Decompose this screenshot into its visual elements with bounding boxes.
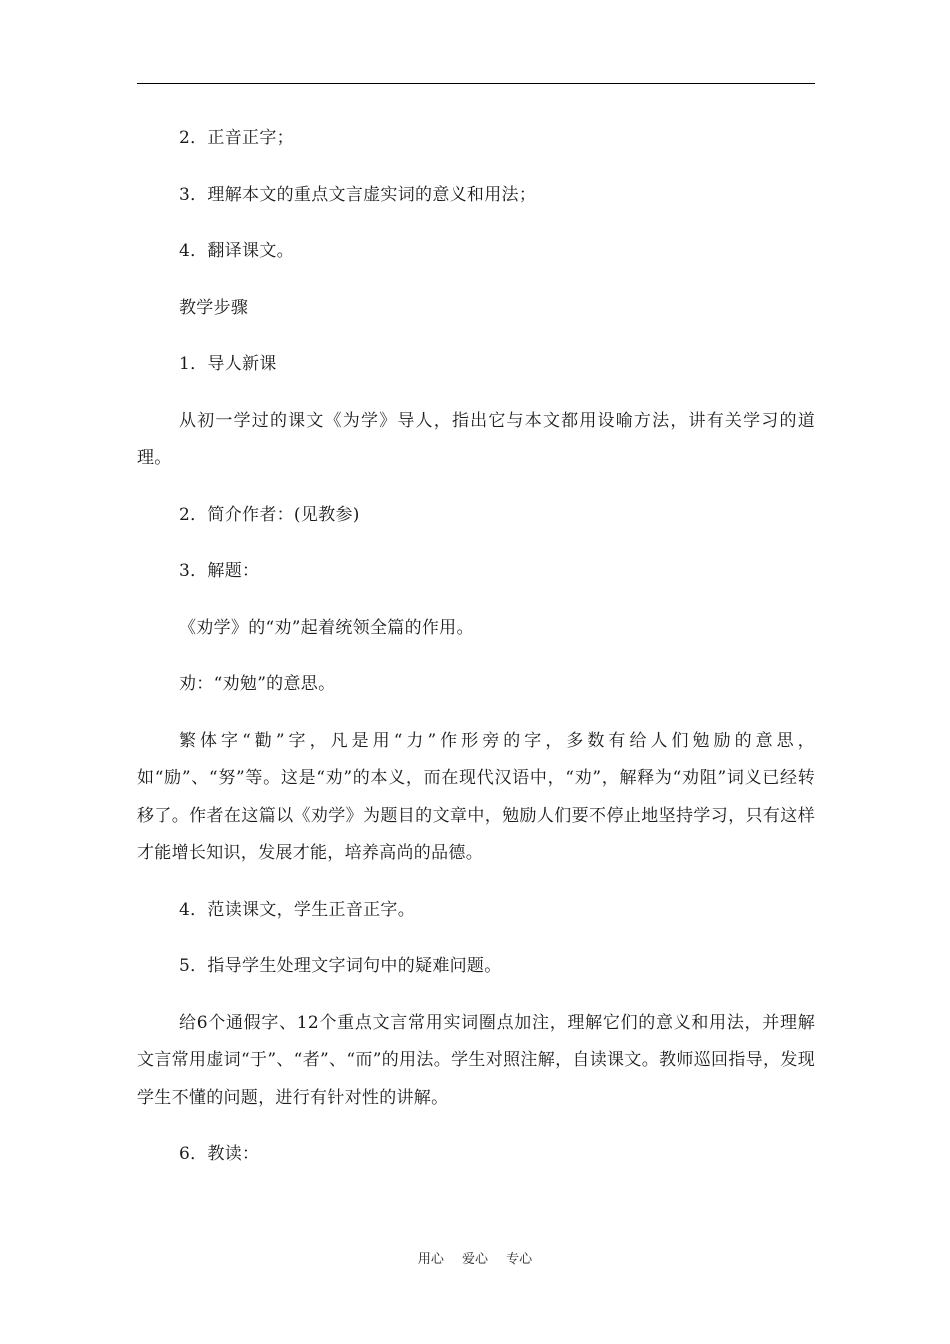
paragraph: 2．简介作者：(见教参) — [179, 504, 360, 525]
header-rule — [137, 83, 815, 84]
paragraph: 1．导人新课 — [179, 354, 277, 374]
paragraph: 从初一学过的课文《为学》导人，指出它与本文都用设喻方法，讲有关学习的道理。 — [137, 410, 815, 468]
paragraph: 2．正音正字； — [179, 128, 294, 148]
paragraph: 4．翻译课文。 — [179, 241, 294, 261]
document-body — [137, 120, 815, 1174]
paragraph: 6．教读： — [179, 1144, 260, 1164]
paragraph: 繁体字“勸”字，凡是用“力”作形旁的字，多数有给人们勉励的意思，如“励”、“努”等。这是“劝”的本义，而在现代汉语中，“劝”，解释为“劝阻”词义已经转移了。作者在这篇以《劝学》为题目的文章中，勉励人们要不停止地坚持学习，只有这样才能增长知识，发展才能，培养高尚的品德。 — [137, 730, 815, 863]
section-heading: 教学步骤 — [179, 297, 249, 318]
paragraph: 5．指导学生处理文字词句中的疑难问题。 — [179, 956, 502, 976]
paragraph: 4．范读课文，学生正音正字。 — [179, 899, 416, 920]
paragraph: 3．解题： — [179, 561, 260, 581]
paragraph: 《劝学》的“劝”起着统领全篇的作用。 — [179, 617, 474, 638]
paragraph: 给6个通假字、12个重点文言常用实词圈点加注，理解它们的意义和用法，并理解文言常用虚词“于”、“者”、“而”的用法。学生对照注解，自读课文。教师巡回指导，发现学生不懂的问题，进行有针对性的讲解。 — [137, 1012, 815, 1108]
page-footer: 用心 爱心 专心 — [417, 1252, 533, 1267]
paragraph: 3．理解本文的重点文言虚实词的意义和用法； — [179, 184, 537, 205]
paragraph: 劝：“劝勉”的意思。 — [179, 674, 336, 694]
